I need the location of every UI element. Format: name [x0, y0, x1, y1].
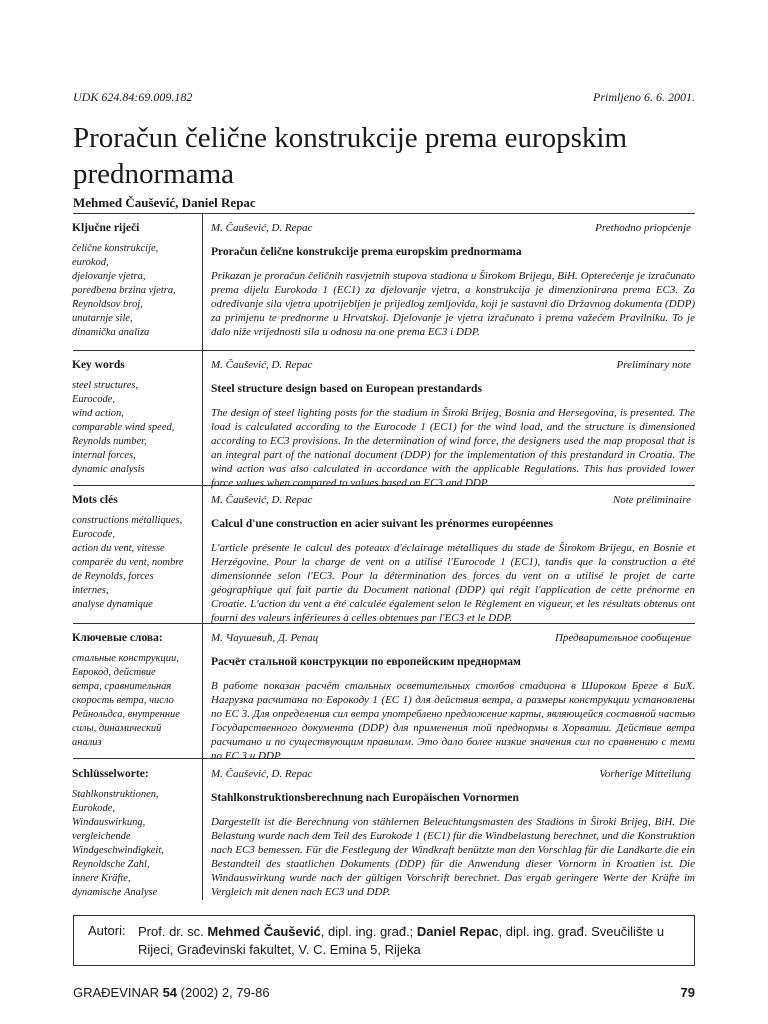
- keyword: čelične konstrukcije,: [72, 243, 159, 254]
- keyword: analyse dynamique: [72, 599, 153, 610]
- abstract-title: Расчёт стальной конструкции по европейским преднормам: [211, 656, 521, 668]
- keyword: innere Kräfte,: [72, 873, 131, 884]
- abstract-title: Steel structure design based on European prestandards: [211, 383, 482, 395]
- keyword: Reynoldsche Zahl,: [72, 859, 150, 870]
- keyword: анализ: [72, 737, 102, 748]
- keywords-list: [72, 788, 198, 900]
- keyword: action du vent, vitesse: [72, 543, 165, 554]
- keyword: constructions métalliques,: [72, 515, 183, 526]
- keywords-list: [72, 652, 198, 750]
- abstract-meta: [211, 631, 695, 645]
- page-number: 79: [680, 985, 695, 1000]
- keyword: djelovanje vjetra,: [72, 271, 146, 282]
- keywords-block: [72, 493, 198, 612]
- keywords-list: [72, 242, 198, 340]
- paper-type: Предварительное сообщение: [554, 632, 691, 644]
- autori-prefix: Prof. dr. sc.: [138, 924, 208, 939]
- rule-top: [73, 213, 695, 214]
- abstract-block: [211, 221, 695, 339]
- keyword: comparable wind speed,: [72, 422, 175, 433]
- abstract-authors: М. Чаушевић, Д. Репац: [211, 632, 319, 644]
- keyword: Windauswirkung,: [72, 817, 146, 828]
- udk-code: UDK 624.84:69.009.182: [73, 90, 193, 104]
- abstract-text: Dargestellt ist die Berechnung von stählernen Beleuchtungsmasten des Stadions in Široki Brijeg, BiH. Die Belastung wurde nach dem Teil des Eurokode 1 (EC1) für die Windbelastung berechnet, und die Konstruktion nach EC3 bemessen. Für die Festlegung der Windkraft benützte man den Vorschlag für die Landkarte die ein Bestandteil des staatlichen Dokuments (DDP) für die Anwendung dieser Vornorm in Kroatien ist. Die Windauswirkung wurde nach der gültigen Vorschrift berechnet. Das ergab geringere Werte der Kräfte im Vergleich mit denen nach EC3 und DDP.: [211, 816, 695, 898]
- keyword: comparée du vent, nombre: [72, 557, 184, 568]
- keyword: Reynoldsov broj,: [72, 299, 143, 310]
- keyword: de Reynolds, forces: [72, 571, 154, 582]
- abstract-title: Proračun čelične konstrukcije prema europskim prednormama: [211, 246, 522, 258]
- keyword: ветра, сравнительная: [72, 681, 172, 692]
- journal-name: GRAĐEVINAR: [73, 985, 163, 1000]
- journal-issue: (2002) 2, 79-86: [177, 985, 270, 1000]
- keyword: internal forces,: [72, 450, 136, 461]
- keywords-block: [72, 631, 198, 750]
- paper-type: Preliminary note: [616, 359, 691, 371]
- autori-name-2: Daniel Repac: [416, 924, 499, 939]
- autori-name-1: Mehmed Čaušević: [207, 924, 321, 939]
- keyword: eurokod,: [72, 257, 109, 268]
- keyword: vergleichende: [72, 831, 131, 842]
- keywords-heading: Ключевые слова:: [72, 632, 163, 644]
- keyword: Eurokode,: [72, 803, 116, 814]
- abstract-authors: M. Čaušević, D. Repac: [211, 494, 313, 506]
- paper-type: Vorherige Mitteilung: [599, 768, 691, 780]
- author-affiliation-box: [73, 915, 695, 966]
- abstract-meta: [211, 767, 695, 781]
- abstract-block: [211, 631, 695, 763]
- journal-citation: [73, 985, 270, 1000]
- autori-text: [138, 923, 688, 959]
- keyword: стальные конструкции,: [72, 653, 179, 664]
- keyword: Stahlkonstruktionen,: [72, 789, 159, 800]
- abstract-title: Calcul d'une construction en acier suivant les prénormes européennes: [211, 518, 554, 530]
- keyword: Reynolds number,: [72, 436, 147, 447]
- keywords-block: [72, 767, 198, 900]
- keyword: dynamische Analyse: [72, 887, 158, 898]
- keywords-list: [72, 514, 198, 612]
- abstract-title: Stahlkonstruktionsberechnung nach Europäischen Vornormen: [211, 792, 519, 804]
- paper-title: Proračun čelične konstrukcije prema europskim prednormama: [73, 122, 628, 190]
- abstract-authors: M. Čaušević, D. Repac: [211, 222, 313, 234]
- abstract-text: L'article présente le calcul des poteaux d'éclairage métalliques du stade de Širokom Brijegu, en Bosnie et Herzégovine. Pour la charge de vent on a utilisé l'Eurocode 1 (EC1), tandis que la construction a été dimensionnée selon l'EC3. Pour la détermination des forces du vent on a utilisé le projet de carte géographique qui fait partie du Document national (DDP) qui régit l'application de cette prénorme en Croatie. L'action du vent a été calculée également selon le Règlement en vigueur, et les résultats obtenus ont fourni des valeurs inférieures à celles obtenues par l'EC3 et le DDP.: [211, 542, 695, 624]
- keywords-block: [72, 358, 198, 477]
- keyword: Eurocode,: [72, 394, 116, 405]
- abstract-meta: [211, 221, 695, 235]
- keywords-block: [72, 221, 198, 340]
- keyword: силы, динамический: [72, 723, 162, 734]
- keyword: unutarnje sile,: [72, 313, 133, 324]
- keyword: Windgeschwindigkeit,: [72, 845, 164, 856]
- paper-type: Prethodno priopćenje: [595, 222, 691, 234]
- keyword: internes,: [72, 585, 109, 596]
- autori-suffix: , dipl. ing. građ. Sveučilište u Rijeci, Građevinski fakultet, V. C. Emina 5, Rijeka: [138, 924, 665, 957]
- keyword: wind action,: [72, 408, 124, 419]
- abstract-block: [211, 358, 695, 490]
- rule-1: [73, 350, 695, 351]
- keyword: steel structures,: [72, 380, 139, 391]
- journal-volume: 54: [162, 985, 178, 1000]
- keyword: Рейнольдса, внутренние: [72, 709, 180, 720]
- abstract-text: Prikazan je proračun čeličnih rasvjetnih stupova stadiona u Širokom Brijegu, BiH. Opterećenje je izračunato prema dijelu Eurokoda 1 (EC1) za djelovanje vjetra, a konstrukcija je dimenzionirana prema EC3. Za određivanje sila vjetra upotrijebljen je prijedlog zemljovida, koji je sastavni dio Državnog dokumenta (DDP) za primjenu te prednorme u Hrvatskoj. Djelovanje je vjetra izračunato i prema važećem Pravilniku. To je dalo niže vrijednosti sila u odnosu na one prema EC3 i DDP.: [211, 270, 695, 338]
- keywords-heading: Schlüsselworte:: [72, 768, 149, 780]
- abstract-text: В работе показан расчёт стальных осветительных столбов стадиона в Широком Бреге в БиХ. Нагрузка расчитана по Еврокоду 1 (EC 1) для действия ветра, а размеры конструкции установлены по EC 3. Для определения сил ветра употреблено предложение карты, являющейся составной частью Государственного документа (DDP) для применения той преднормы в Хорватии. Действие ветра расчитано и по существующим правилам. Это дало более низкие значения сил по сравнению с теми по EC 3 и DDP.: [211, 680, 695, 762]
- paper-type: Note préliminaire: [612, 494, 691, 506]
- abstract-text: The design of steel lighting posts for the stadium in Široki Brijeg, Bosnia and Hersegovina, is presented. The load is calculated according to the Eurocode 1 (EC1) for the wind load, and the structure is dimensioned according to EC3 provisions. In the determination of wind force, the designers used the map proposal that is an integral part of the national document (DDP) for the implementation of this prestandard in Croatia. The wind action was also calculated in accordance with the applicable Regulations. This has provided lower force values when compared to values based on EC3 and DDP.: [211, 407, 695, 489]
- abstract-authors: M. Čaušević, D. Repac: [211, 768, 313, 780]
- keywords-heading: Mots clés: [72, 494, 118, 506]
- keyword: Еврокод, действие: [72, 667, 156, 678]
- paper-authors: Mehmed Čaušević, Daniel Repac: [73, 195, 256, 210]
- keyword: скорость ветра, число: [72, 695, 174, 706]
- autori-label: Autori:: [88, 923, 126, 938]
- abstract-authors: M. Čaušević, D. Repac: [211, 359, 313, 371]
- keywords-heading: Key words: [72, 359, 125, 371]
- abstract-meta: [211, 493, 695, 507]
- autori-mid: , dipl. ing. građ.;: [320, 924, 417, 939]
- keyword: dinamička analiza: [72, 327, 150, 338]
- received-date: Primljeno 6. 6. 2001.: [593, 90, 695, 104]
- abstract-block: [211, 493, 695, 625]
- abstract-block: [211, 767, 695, 899]
- keywords-heading: Ključne riječi: [72, 222, 140, 234]
- keyword: dynamic analysis: [72, 464, 145, 475]
- abstract-meta: [211, 358, 695, 372]
- keywords-list: [72, 379, 198, 477]
- keyword: poredbena brzina vjetra,: [72, 285, 176, 296]
- keyword: Eurocode,: [72, 529, 116, 540]
- column-divider: [202, 213, 203, 900]
